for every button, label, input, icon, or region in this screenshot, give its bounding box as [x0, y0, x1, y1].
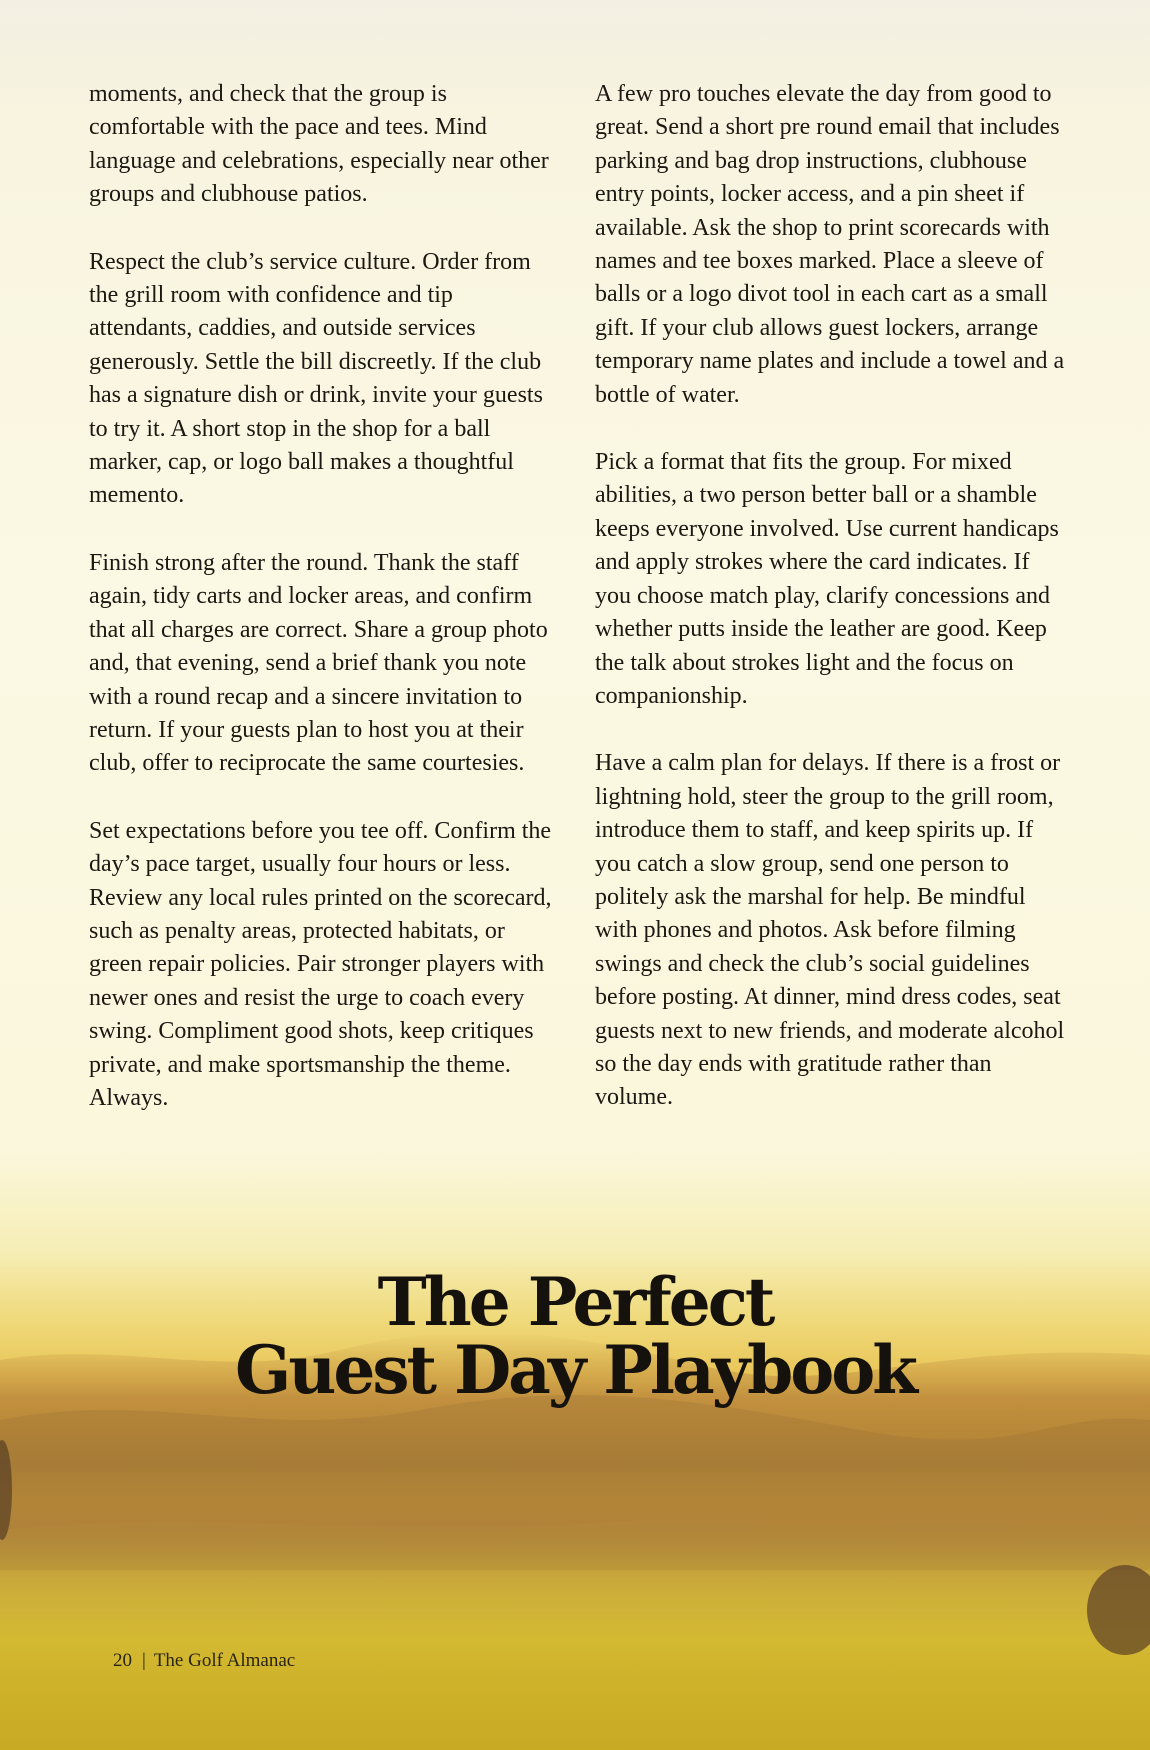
left-column: [89, 78, 559, 1149]
page-footer: [113, 1650, 295, 1672]
headline-line-1: The Perfect: [377, 1263, 773, 1341]
paragraph: Pick a format that fits the group. For mixed abilities, a two person better ball or a shamble keeps everyone involved. Use current handicaps and apply strokes where the card indicates. If you choose match play, clarify concessions and whether putts inside the leather are good. Keep the talk about strokes light and the focus on companionship.: [595, 449, 1059, 709]
article-headline: [0, 1263, 1150, 1409]
paragraph: Respect the club’s service culture. Order from the grill room with confidence and tip attendants, caddies, and outside services generously. Settle the bill discreetly. If the club has a signature dish or drink, invite your guests to try it. A short stop in the shop for a ball marker, cap, or logo ball makes a thoughtful memento.: [89, 248, 543, 509]
publication-name: The Golf Almanac: [153, 1650, 296, 1671]
headline-line-2: Guest Day Playbook: [234, 1331, 916, 1409]
page-number: 20: [113, 1650, 132, 1671]
paragraph: Set expectations before you tee off. Confirm the day’s pace target, usually four hours or less. Review any local rules printed on the scorecard, such as penalty areas, protected habitats, or green repair policies. Pair stronger players with newer ones and resist the urge to coach every swing. Compliment good shots, keep critiques private, and make sportsmanship the theme. Always.: [89, 817, 552, 1111]
paragraph: moments, and check that the group is comfortable with the pace and tees. Mind language and celebrations, especially near other groups and clubhouse patios.: [89, 81, 549, 208]
footer-separator: |: [142, 1650, 146, 1671]
article-body: [89, 78, 1065, 1149]
paragraph: Have a calm plan for delays. If there is a frost or lightning hold, steer the group to the grill room, introduce them to staff, and keep spirits up. If you catch a slow group, send one person to politely ask the marshal for help. Be mindful with phones and photos. Ask before filming swings and check the club’s social guidelines before posting. At dinner, mind dress codes, seat guests next to new friends, and moderate alcohol so the day ends with gratitude rather than volume.: [595, 750, 1065, 1111]
paragraph: Finish strong after the round. Thank the staff again, tidy carts and locker areas, and confirm that all charges are correct. Share a group photo and, that evening, send a brief thank you note with a round recap and a sincere invitation to return. If your guests plan to host you at their club, offer to reciprocate the same courtesies.: [89, 549, 548, 777]
right-column: [595, 78, 1065, 1149]
paragraph: A few pro touches elevate the day from good to great. Send a short pre round email that includes parking and bag drop instructions, clubhouse entry points, locker access, and a pin sheet if available. Ask the shop to print scorecards with names and tee boxes marked. Place a sleeve of balls or a logo divot tool in each cart as a small gift. If your club allows guest lockers, arrange temporary name plates and include a towel and a bottle of water.: [595, 81, 1065, 408]
